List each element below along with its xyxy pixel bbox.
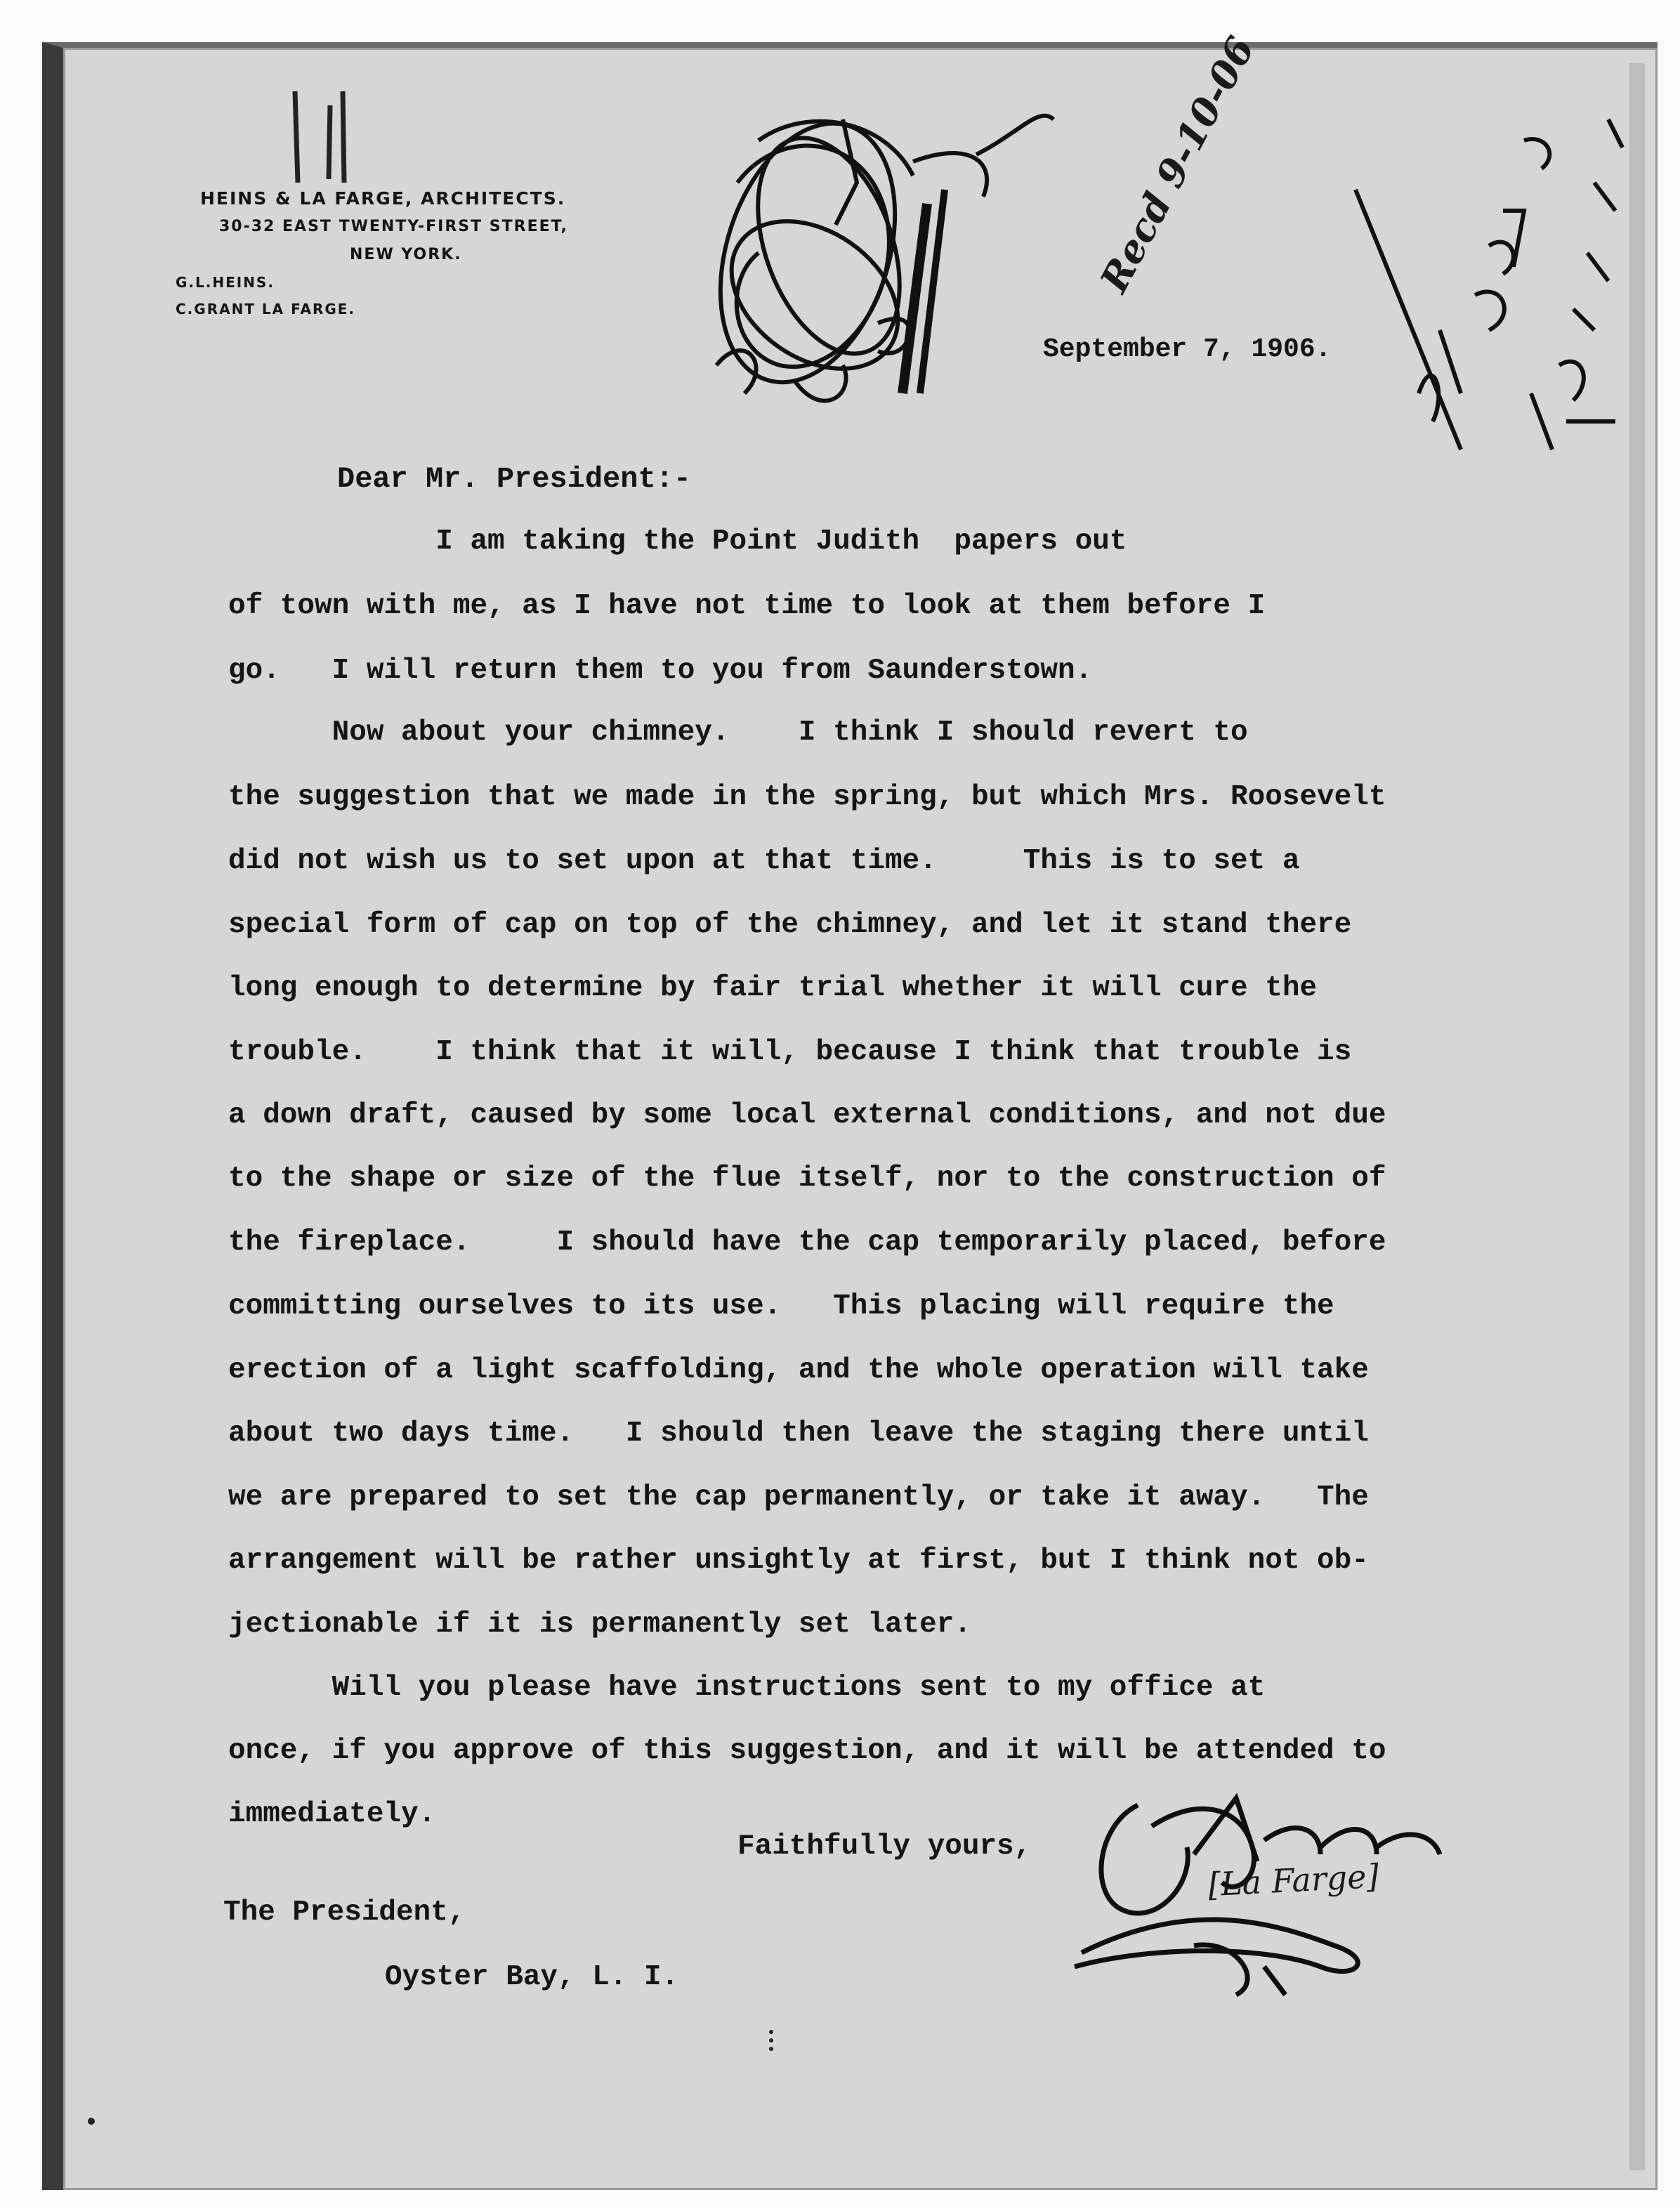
sheet-edge bbox=[1629, 63, 1645, 2170]
body-line: we are prepared to set the cap permanently, or take it away. The bbox=[228, 1481, 1369, 1514]
letterhead-partner-2: C.GRANT LA FARGE. bbox=[176, 301, 356, 317]
letterhead-partner-1: G.L.HEINS. bbox=[176, 274, 275, 291]
body-line: committing ourselves to its use. This placing will require the bbox=[228, 1290, 1334, 1323]
letterhead-firm: HEINS & LA FARGE, ARCHITECTS. bbox=[200, 188, 566, 209]
body-line: trouble. I think that it will, because I think that trouble is bbox=[228, 1036, 1352, 1068]
recipient-line1: The President, bbox=[223, 1896, 466, 1929]
body-line: jectionable if it is permanently set later. bbox=[228, 1608, 971, 1641]
body-line: long enough to determine by fair trial whether it will cure the bbox=[228, 972, 1318, 1004]
body-line: Will you please have instructions sent to my office at bbox=[228, 1672, 1266, 1704]
signature-annotation-text: [La Farge] bbox=[1207, 1856, 1380, 1904]
body-line: erection of a light scaffolding, and the whole operation will take bbox=[228, 1354, 1369, 1387]
body-line: I am taking the Point Judith papers out bbox=[228, 525, 1127, 558]
body-line: of town with me, as I have not time to look at them before I bbox=[228, 590, 1266, 622]
body-line: immediately. bbox=[228, 1798, 436, 1830]
salutation: Dear Mr. President:- bbox=[337, 462, 692, 496]
letterhead-address-line2: NEW YORK. bbox=[350, 246, 462, 263]
body-line: to the shape or size of the flue itself, nor to the construction of bbox=[228, 1162, 1386, 1195]
body-line: a down draft, caused by some local external conditions, and not due bbox=[228, 1099, 1386, 1132]
received-note-text: Recd 9-10-06 bbox=[1091, 29, 1264, 300]
body-line: the fireplace. I should have the cap temporarily placed, before bbox=[228, 1226, 1386, 1259]
body-line: did not wish us to set upon at that time. This is to set a bbox=[228, 845, 1300, 877]
body-line: go. I will return them to you from Saunderstown. bbox=[228, 655, 1093, 687]
body-line: Now about your chimney. I think I should revert to bbox=[228, 716, 1248, 749]
recipient-line2: Oyster Bay, L. I. bbox=[385, 1961, 679, 1993]
body-line: about two days time. I should then leave the staging there until bbox=[228, 1417, 1369, 1450]
body-line: arrangement will be rather unsightly at first, but I think not ob- bbox=[228, 1545, 1369, 1577]
body-line: once, if you approve of this suggestion, and it will be attended to bbox=[228, 1735, 1386, 1767]
body-line: the suggestion that we made in the spring, but which Mrs. Roosevelt bbox=[228, 781, 1386, 813]
letter-date: September 7, 1906. bbox=[1043, 334, 1332, 365]
closing: Faithfully yours, bbox=[737, 1830, 1032, 1863]
letterhead-address-line1: 30-32 EAST TWENTY-FIRST STREET, bbox=[219, 218, 568, 235]
body-line: special form of cap on top of the chimney, and let it stand there bbox=[228, 909, 1352, 941]
